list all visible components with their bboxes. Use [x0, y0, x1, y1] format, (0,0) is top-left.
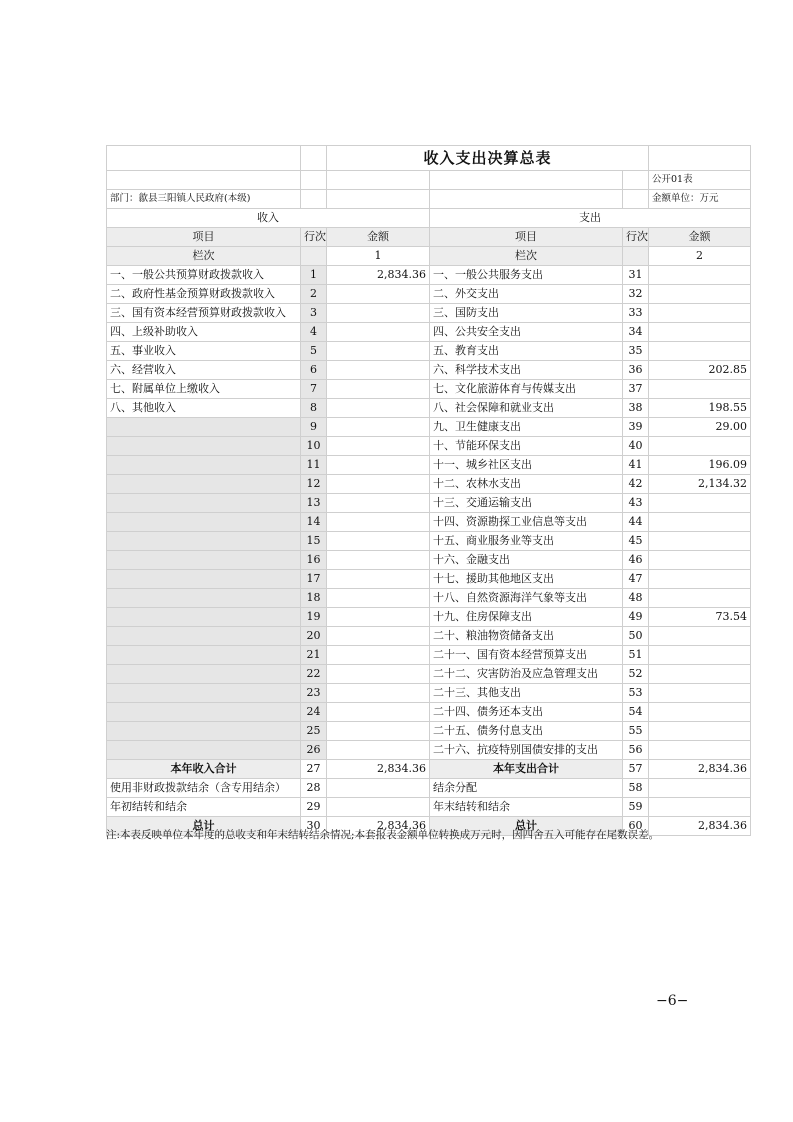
table-row — [107, 437, 751, 456]
expense-total-row-no: 60 — [623, 817, 649, 836]
income-total-item: 年初结转和结余 — [107, 798, 301, 817]
expense-amount — [649, 380, 751, 399]
expense-amount — [649, 323, 751, 342]
income-item — [107, 589, 301, 608]
income-item: 五、事业收入 — [107, 342, 301, 361]
income-item — [107, 722, 301, 741]
expense-item: 十九、住房保障支出 — [430, 608, 623, 627]
income-item — [107, 608, 301, 627]
expense-amount — [649, 589, 751, 608]
income-row-no: 7 — [301, 380, 327, 399]
table-row — [107, 418, 751, 437]
table-row — [107, 342, 751, 361]
expense-item: 十四、资源勘探工业信息等支出 — [430, 513, 623, 532]
expense-row-no: 49 — [623, 608, 649, 627]
expense-amount — [649, 665, 751, 684]
income-amount — [327, 437, 430, 456]
income-row-no: 15 — [301, 532, 327, 551]
expense-amount — [649, 741, 751, 760]
expense-row-no: 38 — [623, 399, 649, 418]
income-item: 二、政府性基金预算财政拨款收入 — [107, 285, 301, 304]
expense-item: 六、科学技术支出 — [430, 361, 623, 380]
expense-item: 七、文化旅游体育与传媒支出 — [430, 380, 623, 399]
table-row — [107, 551, 751, 570]
income-header: 收入 — [107, 209, 430, 228]
income-amount — [327, 551, 430, 570]
expense-row-no: 43 — [623, 494, 649, 513]
expense-total-amount — [649, 779, 751, 798]
expense-item: 五、教育支出 — [430, 342, 623, 361]
lanci-row — [107, 247, 751, 266]
expense-item: 九、卫生健康支出 — [430, 418, 623, 437]
income-amount — [327, 361, 430, 380]
expense-item: 十一、城乡社区支出 — [430, 456, 623, 475]
expense-amount-header: 金额 — [649, 228, 751, 247]
expense-amount: 2,134.32 — [649, 475, 751, 494]
income-total-item: 本年收入合计 — [107, 760, 301, 779]
expense-total-amount — [649, 798, 751, 817]
income-row-no: 26 — [301, 741, 327, 760]
expense-lanci-col: 2 — [649, 247, 751, 266]
table-row — [107, 570, 751, 589]
total-row — [107, 779, 751, 798]
expense-row-no: 55 — [623, 722, 649, 741]
expense-amount — [649, 304, 751, 323]
income-total-row-no: 27 — [301, 760, 327, 779]
expense-item: 一、一般公共服务支出 — [430, 266, 623, 285]
expense-amount — [649, 570, 751, 589]
income-total-item: 使用非财政拨款结余（含专用结余） — [107, 779, 301, 798]
expense-item: 二十六、抗疫特别国债安排的支出 — [430, 741, 623, 760]
expense-amount — [649, 437, 751, 456]
expense-amount — [649, 551, 751, 570]
income-amount — [327, 532, 430, 551]
expense-amount — [649, 532, 751, 551]
expense-row-no: 37 — [623, 380, 649, 399]
income-row-no: 12 — [301, 475, 327, 494]
expense-item: 二十、粮油物资储备支出 — [430, 627, 623, 646]
expense-total-item: 年末结转和结余 — [430, 798, 623, 817]
income-row-no: 19 — [301, 608, 327, 627]
income-total-amount — [327, 779, 430, 798]
income-row-no: 16 — [301, 551, 327, 570]
summary-table — [106, 145, 751, 836]
income-item — [107, 437, 301, 456]
expense-row-no: 53 — [623, 684, 649, 703]
income-total-amount: 2,834.36 — [327, 760, 430, 779]
income-row-no: 3 — [301, 304, 327, 323]
income-amount — [327, 703, 430, 722]
title-row — [107, 146, 751, 171]
total-row — [107, 798, 751, 817]
income-total-amount: 2,834.36 — [327, 817, 430, 836]
expense-amount — [649, 285, 751, 304]
expense-item: 三、国防支出 — [430, 304, 623, 323]
footnote: 注:本表反映单位本年度的总收支和年末结转结余情况;本套报表金额单位转换成万元时，因四舍五入可能存在尾数误差。 — [106, 829, 660, 841]
income-total-row-no: 29 — [301, 798, 327, 817]
table-row — [107, 513, 751, 532]
income-item — [107, 532, 301, 551]
income-item — [107, 418, 301, 437]
expense-row-no: 32 — [623, 285, 649, 304]
expense-amount: 202.85 — [649, 361, 751, 380]
income-lanci-col: 1 — [327, 247, 430, 266]
expense-row-no: 44 — [623, 513, 649, 532]
income-amount — [327, 589, 430, 608]
expense-amount: 29.00 — [649, 418, 751, 437]
income-amount — [327, 570, 430, 589]
income-amount — [327, 342, 430, 361]
income-total-row-no: 30 — [301, 817, 327, 836]
expense-row-no: 50 — [623, 627, 649, 646]
income-row-no: 20 — [301, 627, 327, 646]
expense-total-amount: 2,834.36 — [649, 817, 751, 836]
table-row — [107, 380, 751, 399]
income-row-no: 14 — [301, 513, 327, 532]
income-item — [107, 513, 301, 532]
expense-row-no: 47 — [623, 570, 649, 589]
expense-row-no: 46 — [623, 551, 649, 570]
income-row-no: 18 — [301, 589, 327, 608]
expense-amount: 196.09 — [649, 456, 751, 475]
department-label: 部门：歙县三阳镇人民政府(本级) — [107, 190, 301, 209]
income-total-item: 总计 — [107, 817, 301, 836]
expense-item: 四、公共安全支出 — [430, 323, 623, 342]
expense-row-no: 34 — [623, 323, 649, 342]
expense-item: 十五、商业服务业等支出 — [430, 532, 623, 551]
table-row — [107, 646, 751, 665]
statement-sheet — [106, 145, 750, 836]
expense-row-no: 48 — [623, 589, 649, 608]
table-row — [107, 266, 751, 285]
expense-row-no: 35 — [623, 342, 649, 361]
income-row-no: 17 — [301, 570, 327, 589]
expense-amount — [649, 513, 751, 532]
income-amount — [327, 513, 430, 532]
expense-item: 二十五、债务付息支出 — [430, 722, 623, 741]
table-row — [107, 494, 751, 513]
table-row — [107, 627, 751, 646]
expense-amount — [649, 703, 751, 722]
income-item — [107, 646, 301, 665]
form-code: 公开01表 — [649, 171, 751, 190]
income-row-no: 13 — [301, 494, 327, 513]
expense-item: 二、外交支出 — [430, 285, 623, 304]
expense-row-no: 42 — [623, 475, 649, 494]
income-row-no: 24 — [301, 703, 327, 722]
table-row — [107, 361, 751, 380]
expense-row-no: 54 — [623, 703, 649, 722]
income-amount — [327, 475, 430, 494]
table-row — [107, 684, 751, 703]
expense-row-no: 52 — [623, 665, 649, 684]
income-item — [107, 741, 301, 760]
expense-item: 十六、金融支出 — [430, 551, 623, 570]
income-amount: 2,834.36 — [327, 266, 430, 285]
income-row-no: 8 — [301, 399, 327, 418]
income-item — [107, 551, 301, 570]
expense-row-no: 31 — [623, 266, 649, 285]
column-header-row — [107, 228, 751, 247]
income-item — [107, 703, 301, 722]
section-header-row — [107, 209, 751, 228]
expense-amount — [649, 342, 751, 361]
department-row — [107, 190, 751, 209]
income-row-no: 5 — [301, 342, 327, 361]
expense-lanci-label: 栏次 — [430, 247, 623, 266]
form-code-row — [107, 171, 751, 190]
income-item-header: 项目 — [107, 228, 301, 247]
income-item — [107, 570, 301, 589]
income-row-no: 25 — [301, 722, 327, 741]
expense-total-row-no: 57 — [623, 760, 649, 779]
expense-total-row-no: 59 — [623, 798, 649, 817]
expense-row-no: 33 — [623, 304, 649, 323]
expense-item: 十三、交通运输支出 — [430, 494, 623, 513]
income-amount — [327, 285, 430, 304]
income-row-no: 2 — [301, 285, 327, 304]
table-row — [107, 665, 751, 684]
income-amount — [327, 418, 430, 437]
expense-total-item: 总计 — [430, 817, 623, 836]
income-row-no: 6 — [301, 361, 327, 380]
income-item: 六、经营收入 — [107, 361, 301, 380]
expense-row-no: 56 — [623, 741, 649, 760]
table-row — [107, 608, 751, 627]
income-item — [107, 627, 301, 646]
expense-row-no: 36 — [623, 361, 649, 380]
expense-item: 十七、援助其他地区支出 — [430, 570, 623, 589]
income-amount — [327, 684, 430, 703]
expense-item: 二十四、债务还本支出 — [430, 703, 623, 722]
income-row-header: 行次 — [301, 228, 327, 247]
income-item: 八、其他收入 — [107, 399, 301, 418]
income-amount — [327, 323, 430, 342]
expense-item: 十、节能环保支出 — [430, 437, 623, 456]
income-amount — [327, 627, 430, 646]
table-row — [107, 703, 751, 722]
expense-total-item: 结余分配 — [430, 779, 623, 798]
income-item: 三、国有资本经营预算财政拨款收入 — [107, 304, 301, 323]
expense-row-no: 40 — [623, 437, 649, 456]
table-row — [107, 399, 751, 418]
income-item: 七、附属单位上缴收入 — [107, 380, 301, 399]
page-number: −6− — [656, 993, 689, 1009]
income-item: 四、上级补助收入 — [107, 323, 301, 342]
expense-item: 二十三、其他支出 — [430, 684, 623, 703]
expense-item: 八、社会保障和就业支出 — [430, 399, 623, 418]
expense-amount — [649, 722, 751, 741]
expense-item-header: 项目 — [430, 228, 623, 247]
income-row-no: 4 — [301, 323, 327, 342]
income-item — [107, 475, 301, 494]
expense-row-no: 45 — [623, 532, 649, 551]
table-row — [107, 323, 751, 342]
income-total-row-no: 28 — [301, 779, 327, 798]
income-row-no: 9 — [301, 418, 327, 437]
income-amount — [327, 494, 430, 513]
income-row-no: 10 — [301, 437, 327, 456]
table-row — [107, 285, 751, 304]
income-amount — [327, 741, 430, 760]
expense-item: 十八、自然资源海洋气象等支出 — [430, 589, 623, 608]
income-amount — [327, 646, 430, 665]
income-row-no: 21 — [301, 646, 327, 665]
table-row — [107, 722, 751, 741]
expense-total-amount: 2,834.36 — [649, 760, 751, 779]
page-title: 收入支出决算总表 — [327, 146, 649, 171]
income-total-amount — [327, 798, 430, 817]
income-item: 一、一般公共预算财政拨款收入 — [107, 266, 301, 285]
table-row — [107, 589, 751, 608]
table-row — [107, 475, 751, 494]
expense-amount: 198.55 — [649, 399, 751, 418]
expense-row-no: 41 — [623, 456, 649, 475]
expense-row-no: 39 — [623, 418, 649, 437]
income-row-no: 1 — [301, 266, 327, 285]
income-amount — [327, 456, 430, 475]
expense-amount — [649, 646, 751, 665]
table-row — [107, 304, 751, 323]
expense-amount: 73.54 — [649, 608, 751, 627]
income-amount-header: 金额 — [327, 228, 430, 247]
table-row — [107, 532, 751, 551]
expense-amount — [649, 266, 751, 285]
table-row — [107, 741, 751, 760]
income-item — [107, 456, 301, 475]
income-amount — [327, 304, 430, 323]
income-amount — [327, 665, 430, 684]
expense-amount — [649, 684, 751, 703]
income-item — [107, 494, 301, 513]
unit-label: 金额单位：万元 — [649, 190, 751, 209]
expense-item: 二十一、国有资本经营预算支出 — [430, 646, 623, 665]
income-row-no: 23 — [301, 684, 327, 703]
income-amount — [327, 722, 430, 741]
total-row — [107, 760, 751, 779]
expense-header: 支出 — [430, 209, 751, 228]
income-item — [107, 684, 301, 703]
expense-total-row-no: 58 — [623, 779, 649, 798]
income-amount — [327, 608, 430, 627]
income-row-no: 11 — [301, 456, 327, 475]
income-lanci-label: 栏次 — [107, 247, 301, 266]
income-item — [107, 665, 301, 684]
income-amount — [327, 399, 430, 418]
expense-row-header: 行次 — [623, 228, 649, 247]
expense-amount — [649, 494, 751, 513]
table-row — [107, 456, 751, 475]
income-row-no: 22 — [301, 665, 327, 684]
expense-total-item: 本年支出合计 — [430, 760, 623, 779]
expense-amount — [649, 627, 751, 646]
expense-item: 十二、农林水支出 — [430, 475, 623, 494]
expense-row-no: 51 — [623, 646, 649, 665]
income-amount — [327, 380, 430, 399]
expense-item: 二十二、灾害防治及应急管理支出 — [430, 665, 623, 684]
